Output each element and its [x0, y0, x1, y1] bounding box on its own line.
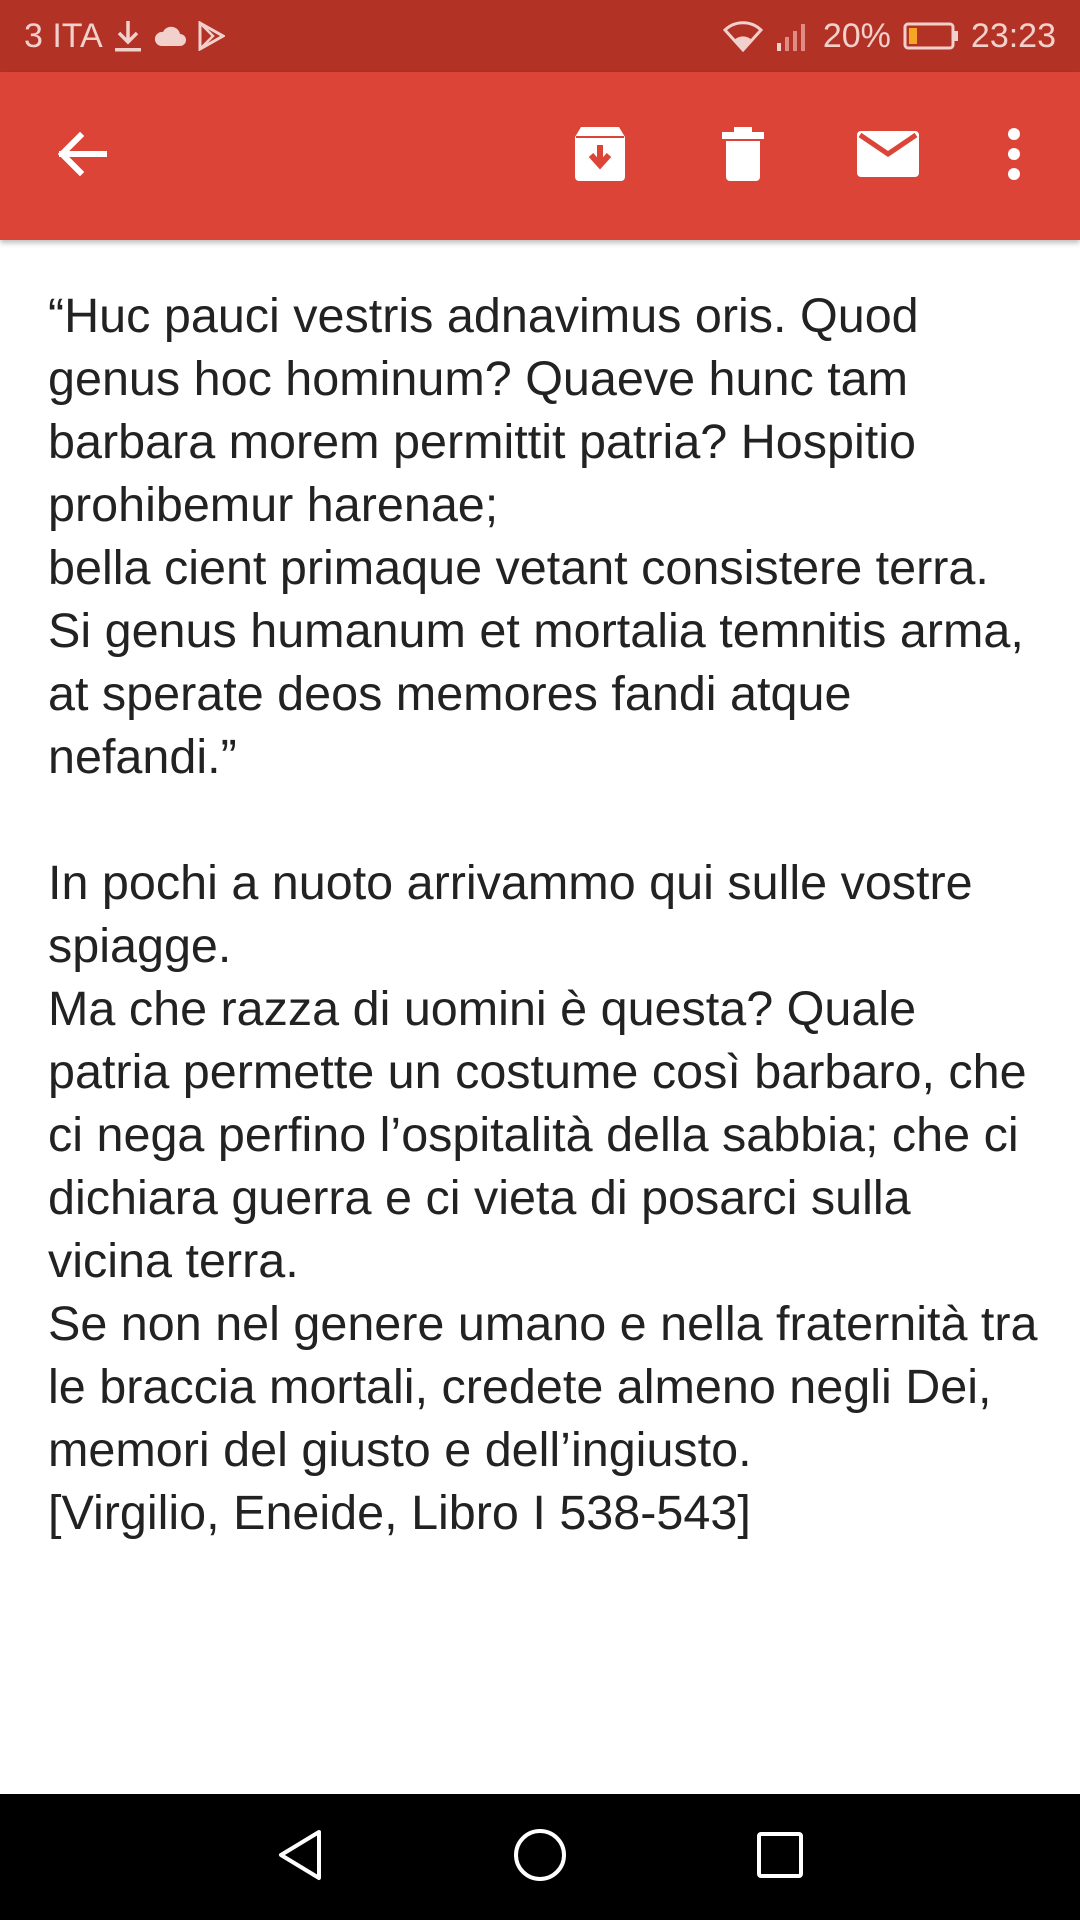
- navigation-bar: [0, 1794, 1080, 1920]
- wifi-icon: [723, 20, 763, 52]
- nav-home-button[interactable]: [500, 1817, 580, 1897]
- latin-line: bella cient primaque vetant consistere terra.: [48, 541, 989, 595]
- status-right: [723, 17, 1056, 56]
- archive-icon: [571, 125, 629, 188]
- battery-percent: 20%: [822, 16, 891, 55]
- delete-icon: [720, 126, 766, 187]
- message-body: [48, 285, 1048, 1545]
- status-left: [24, 17, 225, 56]
- toolbar: [0, 72, 1080, 240]
- cloud-icon: [153, 24, 187, 48]
- italian-line: Ma che razza di uomini è questa? Quale patria permette un costume così barbaro, che ci nega perfino l’ospitalità della sabbia; che ci dichiara guerra e ci vieta di posarci sulla vicina terra.: [48, 982, 1027, 1288]
- battery-icon: [903, 21, 959, 51]
- citation: [Virgilio, Eneide, Libro I 538-543]: [48, 1486, 751, 1540]
- home-circle-icon: [513, 1828, 567, 1887]
- back-button[interactable]: [34, 108, 130, 204]
- mark-unread-icon: [856, 130, 920, 183]
- latin-line: “Huc pauci vestris adnavimus oris. Quod genus hoc hominum? Quaeve hunc tam barbara morem permittit patria? Hospitio prohibemur harenae;: [48, 289, 919, 532]
- back-arrow-icon: [54, 130, 110, 183]
- latin-line: Si genus humanum et mortalia temnitis arma,: [48, 604, 1024, 658]
- italian-line: Se non nel genere umano e nella fraternità tra le braccia mortali, credete almeno negli Dei, memori del giusto e dell’ingiusto.: [48, 1297, 1038, 1477]
- mark-unread-button[interactable]: [840, 108, 936, 204]
- nav-recents-button[interactable]: [740, 1817, 820, 1897]
- play-store-icon: [197, 21, 225, 51]
- nav-back-button[interactable]: [260, 1817, 340, 1897]
- delete-button[interactable]: [695, 108, 791, 204]
- recents-square-icon: [756, 1831, 804, 1884]
- latin-line: at sperate deos memores fandi atque nefandi.”: [48, 667, 852, 784]
- more-options-button[interactable]: [966, 108, 1062, 204]
- signal-icon: [775, 21, 811, 51]
- status-bar: [0, 0, 1080, 72]
- download-icon: [113, 19, 143, 53]
- clock: 23:23: [970, 16, 1056, 55]
- italian-line: In pochi a nuoto arrivammo qui sulle vostre spiagge.: [48, 856, 973, 973]
- more-options-icon: [1006, 128, 1022, 185]
- carrier-label: 3 ITA: [24, 16, 103, 55]
- paragraph-spacer: [48, 789, 1048, 852]
- archive-button[interactable]: [552, 108, 648, 204]
- back-triangle-icon: [275, 1828, 325, 1887]
